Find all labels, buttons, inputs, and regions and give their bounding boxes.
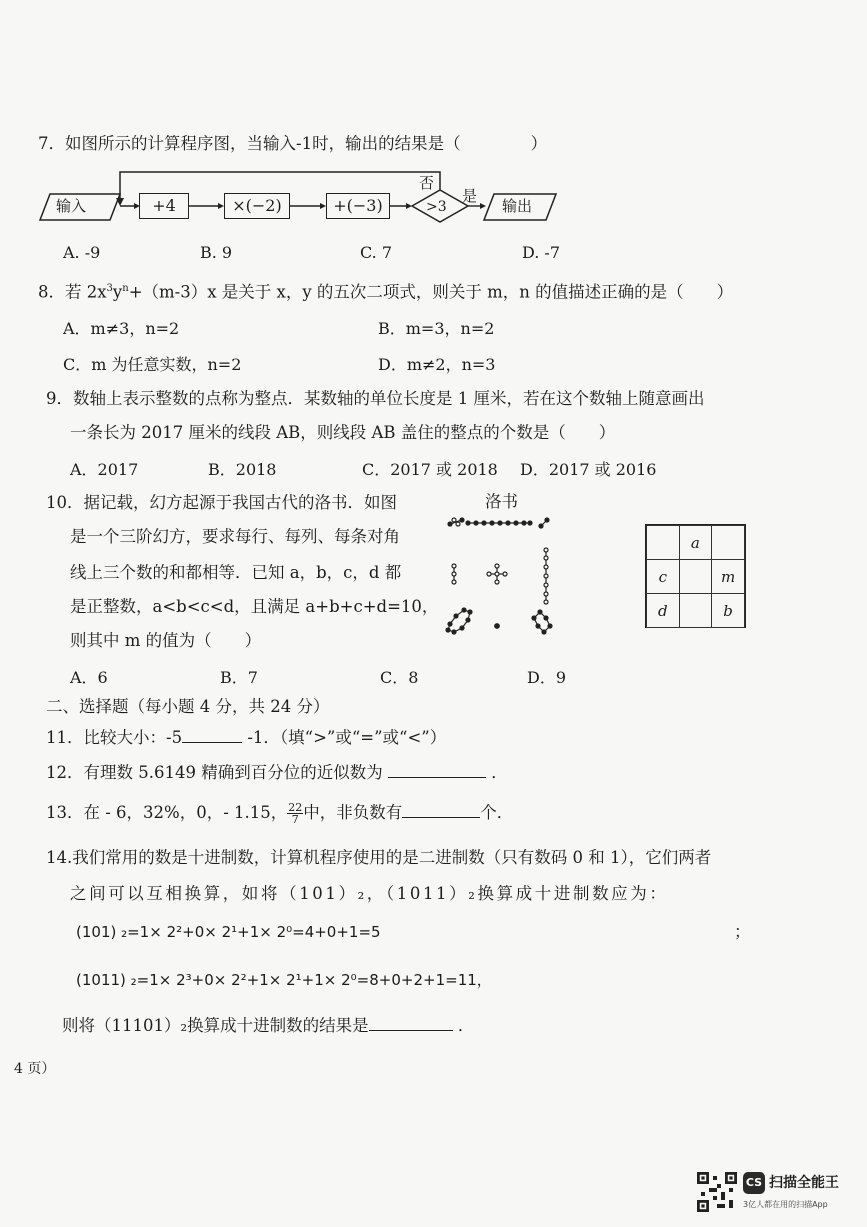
q11	[46, 728, 446, 748]
q14-last-post: ．	[457, 1016, 475, 1035]
cell-r1c1	[647, 526, 680, 560]
section-2-heading: 二、选择题（每小题 4 分，共 24 分）	[46, 697, 330, 716]
scanner-tagline: 3亿人都在用的扫描App	[743, 1200, 828, 1209]
luoshu-label: 洛书	[485, 492, 518, 511]
q12	[46, 763, 508, 783]
q7-option-d: D. -7	[522, 243, 561, 262]
q12-pre: 12．有理数 5.6149 精确到百分位的近似数为	[46, 763, 383, 782]
q8-stem-pre: 8．若 2x	[38, 282, 107, 302]
q9-option-b: B．2018	[208, 460, 277, 479]
cell-r2c3: m	[712, 560, 745, 594]
q8-stem	[38, 279, 733, 303]
q9-option-a: A．2017	[70, 460, 139, 479]
q7-stem-text: 7．如图所示的计算程序图，当输入-1时，输出的结果是（	[38, 134, 461, 153]
q11-pre: 11．比较大小：-5	[46, 728, 183, 747]
luoshu-diagram	[440, 512, 560, 642]
q14-line2: 之间可以互相换算，如将（101）₂，（1011）₂换算成十进制数应为：	[70, 884, 669, 903]
q13-post2: 个．	[480, 803, 514, 822]
q10-line2: 是一个三阶幻方，要求每行、每列、每条对角	[70, 527, 400, 546]
q8-option-d: D．m≠2，n=3	[378, 355, 496, 374]
cell-r2c2	[679, 560, 712, 594]
q10-option-d: D．9	[527, 668, 567, 687]
cell-r3c3: b	[712, 594, 745, 628]
q7-paren: ）	[530, 134, 548, 153]
q14-last-pre: 则将（11101）₂换算成十进制数的结果是	[62, 1016, 369, 1035]
q12-answer-blank[interactable]	[388, 777, 486, 778]
q13-fraction	[287, 802, 303, 825]
q13-frac-num: 22	[288, 801, 303, 814]
q9-line1: 9．数轴上表示整数的点称为整点．某数轴的单位长度是 1 厘米，若在这个数轴上随意画出	[46, 389, 705, 408]
q10-option-c: C．8	[380, 668, 419, 687]
q10-line3: 线上三个数的和都相等．已知 a，b，c，d 都	[70, 563, 402, 582]
q10-line5: 则其中 m 的值为（ ）	[70, 631, 262, 650]
flow-condition: >3	[426, 199, 447, 215]
q14-line1: 14.我们常用的数是十进制数，计算机程序使用的是二进制数（只有数码 0 和 1），它们两者	[46, 848, 712, 867]
flow-input: 输入	[56, 197, 87, 215]
q8-exp-x: 3	[106, 283, 113, 294]
q14-eq1-end: ；	[734, 922, 751, 941]
q13-pre: 13．在 - 6，32%，0，- 1.15，	[46, 803, 288, 822]
q12-post: ．	[491, 763, 508, 782]
flow-yes-label: 是	[462, 187, 478, 205]
qr-code-icon	[697, 1172, 737, 1212]
cell-r2c1: c	[647, 560, 680, 594]
cell-r1c2: a	[679, 526, 712, 560]
magic-square	[645, 524, 746, 628]
q13-post1: 中，非负数有	[303, 803, 403, 822]
q9-option-d: D．2017 或 2016	[520, 460, 657, 479]
q8-var-y: y	[112, 282, 123, 302]
q7-option-a: A. -9	[63, 243, 101, 262]
q13-frac-den: 7	[291, 813, 299, 826]
q8-option-b: B．m=3，n=2	[378, 319, 495, 338]
q14-answer-blank[interactable]	[369, 1030, 453, 1031]
flow-step-add4: +4	[139, 193, 189, 219]
q11-answer-blank[interactable]	[182, 742, 242, 743]
cell-r1c3	[712, 526, 745, 560]
flow-step-mul-neg2: ×(−2)	[224, 193, 290, 219]
q14-last	[62, 1016, 474, 1036]
scanner-brand-name: 扫描全能王	[769, 1175, 839, 1191]
camscanner-logo-icon: CS	[743, 1172, 765, 1194]
q7-flowchart	[38, 168, 558, 228]
flow-step-add-neg3: +(−3)	[326, 193, 390, 219]
q11-post: -1．（填“>”或“=”或“<”）	[242, 728, 447, 747]
q10-line1: 10．据记载，幻方起源于我国古代的洛书．如图	[46, 493, 397, 512]
flow-output: 输出	[502, 197, 533, 215]
q10-option-b: B．7	[220, 668, 258, 687]
cell-r3c1: d	[647, 594, 680, 628]
q10-line4: 是正整数，a<b<c<d，且满足 a+b+c+d=10，	[70, 597, 439, 616]
q8-option-c: C．m 为任意实数，n=2	[63, 355, 242, 374]
q14-eq2: (1011) ₂=1× 2³+0× 2²+1× 2¹+1× 2⁰=8+0+2+1=11，	[76, 971, 492, 989]
q8-option-a: A．m≠3，n=2	[63, 319, 180, 338]
q8-exp-y: n	[122, 283, 129, 294]
q7-option-c: C. 7	[360, 243, 393, 262]
cell-r3c2	[679, 594, 712, 628]
q10-option-a: A．6	[70, 668, 108, 687]
q7-stem	[38, 134, 547, 154]
q7-option-b: B. 9	[200, 243, 233, 262]
page-footer: 4 页）	[14, 1061, 56, 1077]
q13-answer-blank[interactable]	[402, 817, 480, 818]
q8-stem-post: +（m-3）x 是关于 x，y 的五次二项式，则关于 m，n 的值描述正确的是（ ）	[128, 282, 734, 302]
q13	[46, 802, 513, 825]
flow-no-label: 否	[419, 174, 435, 192]
q9-option-c: C．2017 或 2018	[362, 460, 498, 479]
q9-line2: 一条长为 2017 厘米的线段 AB，则线段 AB 盖住的整点的个数是（ ）	[70, 423, 616, 442]
q14-eq1: (101) ₂=1× 2²+0× 2¹+1× 2⁰=4+0+1=5	[76, 923, 381, 941]
